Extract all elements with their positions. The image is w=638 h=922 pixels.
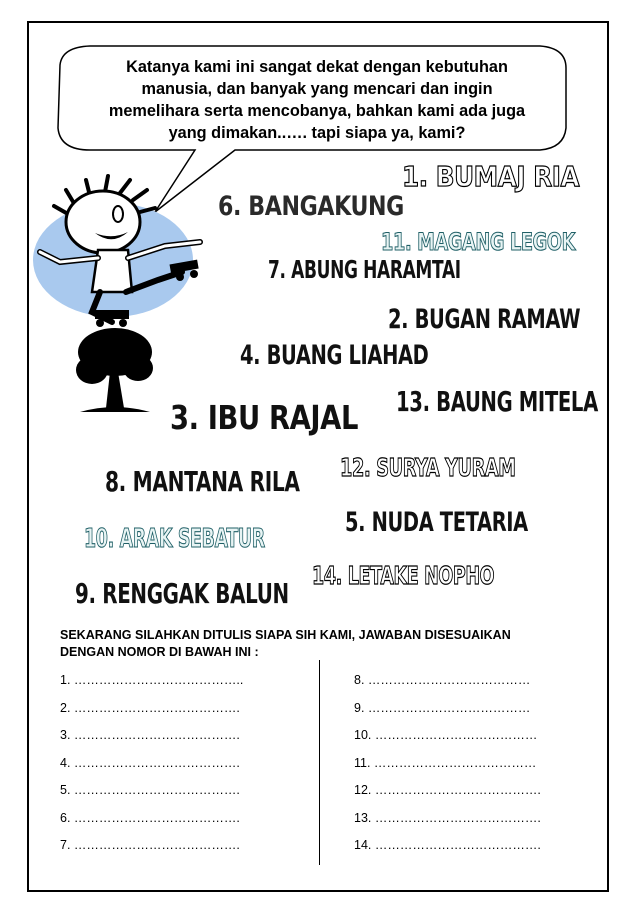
- scrambled-word-9: 9. RENGGAK BALUN: [75, 577, 289, 610]
- scrambled-word-5: 5. NUDA TETARIA: [345, 507, 528, 538]
- scrambled-word-2: 2. BUGAN RAMAW: [388, 304, 581, 335]
- scrambled-word-12: 12. SURYA YURAM: [340, 453, 516, 482]
- answer-line-1[interactable]: 1. …………………………………..: [60, 673, 244, 687]
- answer-line-7[interactable]: 7. ………………………………….: [60, 838, 240, 852]
- scrambled-word-3: 3. IBU RAJAL: [170, 398, 358, 437]
- riddle-line-1: Katanya kami ini sangat dekat dengan kebutuhan: [126, 58, 508, 76]
- instruction-line-1: SEKARANG SILAHKAN DITULIS SIAPA SIH KAMI, JAWABAN DISESUAIKAN: [60, 628, 511, 642]
- instruction-text: [60, 627, 590, 661]
- column-divider: [319, 660, 320, 865]
- scrambled-word-13: 13. BAUNG MITELA: [396, 385, 598, 418]
- scrambled-word-6: 6. BANGAKUNG: [218, 191, 404, 222]
- tree-icon: [76, 328, 153, 412]
- riddle-text: [68, 56, 566, 144]
- answer-line-4[interactable]: 4. ………………………………….: [60, 755, 240, 770]
- answer-line-14[interactable]: 14. ………………………………….: [354, 838, 541, 852]
- scrambled-word-10: 10. ARAK SEBATUR: [84, 524, 265, 554]
- riddle-line-2: manusia, dan banyak yang mencari dan ingin: [141, 80, 493, 98]
- answer-line-5[interactable]: 5. ………………………………….: [60, 783, 240, 797]
- answer-line-8[interactable]: 8. …………………………………: [354, 673, 531, 687]
- answer-line-12[interactable]: 12. ………………………………….: [354, 783, 541, 797]
- riddle-line-4: yang dimakan..…. tapi siapa ya, kami?: [168, 124, 466, 142]
- instruction-line-2: DENGAN NOMOR DI BAWAH INI :: [60, 645, 259, 659]
- answer-line-9[interactable]: 9. …………………………………: [354, 700, 531, 715]
- answer-line-2[interactable]: 2. ………………………………….: [60, 700, 240, 715]
- answer-line-11[interactable]: 11. …………………………………: [354, 755, 537, 770]
- answer-line-6[interactable]: 6. ………………………………….: [60, 810, 240, 825]
- answers-left-column: [60, 673, 243, 866]
- scrambled-word-8: 8. MANTANA RILA: [105, 465, 300, 498]
- scrambled-word-1: 1. BUMAJ RIA: [402, 160, 580, 193]
- scrambled-word-4: 4. BUANG LIAHAD: [240, 340, 429, 371]
- scrambled-word-14: 14. LETAKE NOPHO: [312, 561, 495, 590]
- answers-right-column: [354, 673, 541, 866]
- cartoon-kid-icon: [33, 176, 200, 327]
- riddle-line-3: memelihara serta mencobanya, bahkan kami ada juga: [108, 102, 526, 120]
- scrambled-word-11: 11. MAGANG LEGOK: [381, 228, 575, 256]
- scrambled-word-7: 7. ABUNG HARAMTAI: [268, 255, 461, 284]
- answer-line-13[interactable]: 13. ………………………………….: [354, 810, 541, 825]
- answer-line-3[interactable]: 3. ………………………………….: [60, 728, 240, 742]
- answer-line-10[interactable]: 10. …………………………………: [354, 728, 538, 742]
